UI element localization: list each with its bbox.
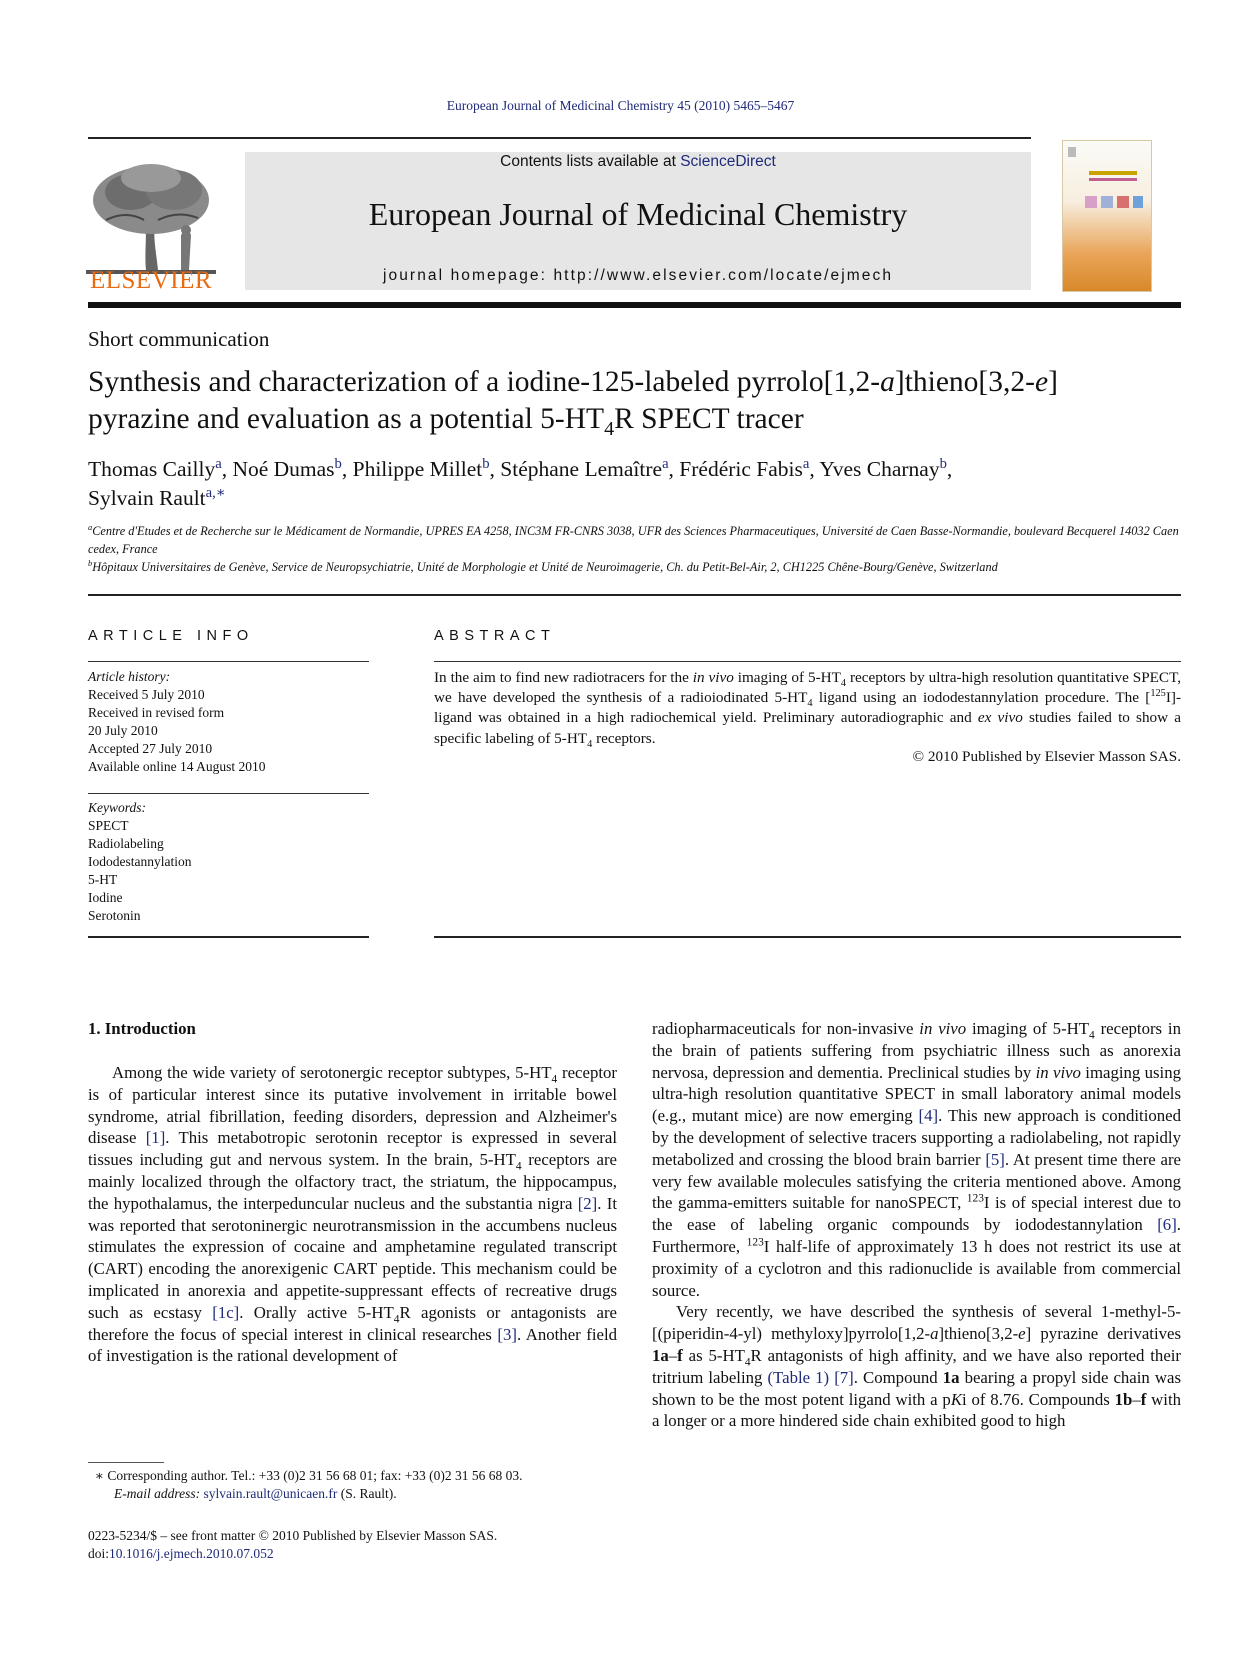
title-italic-a: a xyxy=(880,366,895,398)
citation-link[interactable]: [2] xyxy=(577,1193,598,1213)
text-run: i of 8.76. Compounds xyxy=(962,1389,1115,1409)
citation-link[interactable]: [1] xyxy=(145,1128,166,1148)
text-run: R antagonists of high affinity, and we have also reported their tritrium labeling xyxy=(652,1345,1182,1387)
author: Sylvain Rault xyxy=(88,486,206,510)
paragraph xyxy=(88,1062,617,1367)
affiliation-text: Centre d'Etudes et de Recherche sur le Médicament de Normandie, UPRES EA 4258, INC3M FR-CNRS 3038, UFR des Sciences Pharmaceutiques, Université de Caen Basse-Normandie, boulevard Becquerel 14032 Caen cedex, France xyxy=(88,524,1179,556)
footnote-mark: ∗ xyxy=(94,1468,104,1483)
journal-title: European Journal of Medicinal Chemistry xyxy=(368,196,908,232)
title-text: ] xyxy=(1048,366,1058,398)
article-history xyxy=(88,668,265,776)
divider xyxy=(434,661,1181,662)
author-affiliation-link[interactable]: a xyxy=(802,455,810,472)
elsevier-wordmark: ELSEVIER xyxy=(89,267,213,294)
author: Frédéric Fabis xyxy=(679,457,803,481)
abstract-subscript: 4 xyxy=(807,698,813,710)
abstract-text xyxy=(434,668,1181,749)
footnote-rule xyxy=(88,1462,164,1463)
abstract-heading: ABSTRACT xyxy=(434,628,556,644)
doi-link[interactable]: 10.1016/j.ejmech.2010.07.052 xyxy=(109,1546,274,1561)
journal-banner xyxy=(245,152,1031,290)
affiliation-mark: b xyxy=(88,558,93,568)
text-run: . This new approach is conditioned by the development of selective tracers supporting a radiolabeling, not rapidly metabolized and crossing the blood brain barrier xyxy=(652,1106,1181,1169)
citation-link[interactable]: [4] xyxy=(918,1106,939,1126)
title-line-2 xyxy=(88,401,1188,438)
text-run: . Another field of investigation is the rational development of xyxy=(88,1324,618,1366)
text-run: . Orally active 5-HT xyxy=(239,1302,394,1322)
citation-link[interactable]: [1c] xyxy=(212,1302,240,1322)
italic-run: in vivo xyxy=(919,1019,967,1038)
keyword: Radiolabeling xyxy=(88,836,164,851)
affiliation-b xyxy=(88,558,1183,576)
title-italic-e: e xyxy=(1034,366,1049,398)
journal-homepage-link[interactable]: journal homepage: http://www.elsevier.com/locate/ejmech xyxy=(382,267,894,284)
header-thick-rule xyxy=(88,302,1181,308)
history-item: Accepted 27 July 2010 xyxy=(88,741,213,756)
keywords xyxy=(88,799,191,925)
keyword: Iodine xyxy=(88,890,123,905)
text-run: with a longer or a more hindered side chain exhibited good to high xyxy=(652,1389,1181,1431)
article-type: Short communication xyxy=(88,327,270,351)
text-run: ] pyrazine derivatives xyxy=(1025,1324,1181,1344)
paper-title xyxy=(88,364,1188,438)
text-run: imaging of 5-HT xyxy=(966,1019,1090,1038)
abstract-run: ligand using an iododestannylation procedure. The [ xyxy=(812,689,1151,707)
email-label: E-mail address: xyxy=(114,1486,204,1501)
author-affiliation-link[interactable]: a,∗ xyxy=(205,484,226,501)
header-rule xyxy=(88,137,1031,139)
author: Yves Charnay xyxy=(819,457,940,481)
abstract-run: receptors by ultra-high resolution quantitative SPECT, we have developed the synthesis of a radioiodinated 5-HT xyxy=(434,669,1182,707)
text-run: receptor is of particular interest since its putative involvement in irritable bowel syndrome, atrial fibrillation, feeding disorders, depression and Alzheimer's disease xyxy=(88,1063,617,1148)
author-affiliation-link[interactable]: b xyxy=(334,455,342,472)
abstract-run: studies failed to show a specific labeling of 5-HT xyxy=(434,709,1181,747)
compound-label: 1a xyxy=(652,1345,669,1365)
title-text: Synthesis and characterization of a iodine-125-labeled pyrrolo[1,2- xyxy=(88,366,881,398)
superscript: 123 xyxy=(966,1192,984,1205)
text-run: . At present time there are very few available molecules satisfying the criteria mentioned above. Among the gamma-emitters suitable for nanoSPECT, xyxy=(652,1149,1181,1213)
text-run: . Compound xyxy=(853,1367,943,1387)
keyword: Iododestannylation xyxy=(88,854,192,869)
cover-graphic xyxy=(1063,141,1151,291)
issn-line: 0223-5234/$ – see front matter © 2010 Published by Elsevier Masson SAS. xyxy=(88,1528,498,1543)
history-item: Received 5 July 2010 xyxy=(88,687,205,702)
section-heading-introduction: 1. Introduction xyxy=(88,1019,196,1038)
history-item: Available online 14 August 2010 xyxy=(88,759,266,774)
article-info-heading: ARTICLE INFO xyxy=(88,628,254,644)
divider xyxy=(88,594,1181,596)
title-line-1 xyxy=(88,364,1188,401)
title-text: pyrazine and evaluation as a potential 5-HT xyxy=(88,403,605,435)
contents-line xyxy=(245,153,1031,171)
compound-label: f xyxy=(677,1345,683,1365)
divider xyxy=(434,936,1181,938)
history-item: Received in revised form xyxy=(88,705,225,720)
author-affiliation-link[interactable]: b xyxy=(939,455,947,472)
abstract-subscript: 4 xyxy=(840,678,847,690)
author-list: Thomas Cailly$^a$, Noé Dumas$^b$, Philippe Millet$^b$, Stéphane Lemaître$^a$, Frédéric Fabis$^a$, Yves Charnay$^b$, Sylvain Rault$^{a,∗}$ xyxy=(88,455,953,510)
text-run: – xyxy=(668,1345,678,1365)
footnote-text: Corresponding author. Tel.: +33 (0)2 31 56 68 01; fax: +33 (0)2 31 56 68 03. xyxy=(103,1468,523,1483)
text-run: ]thieno[3,2- xyxy=(938,1324,1019,1344)
divider xyxy=(88,661,369,662)
title-text: ]thieno[3,2- xyxy=(894,366,1035,398)
text-run: . It was reported that serotoninergic neurotransmission in the accumbens nucleus stimulates the expression of cocaine and amphetamine regulated transcript (CART) encoding the anorexigenic CART peptide. This mechanism could be implicated in anorexia and appetite-suppressant effects of recreative drugs such as ecstasy xyxy=(88,1193,617,1322)
text-run: R agonists or antagonists are therefore the focus of special interest in clinical researches xyxy=(88,1302,618,1344)
front-matter xyxy=(88,1527,497,1563)
author: Philippe Millet xyxy=(352,457,483,481)
abstract-run: receptors. xyxy=(592,729,656,747)
citation-link[interactable]: [6] xyxy=(1157,1215,1177,1235)
author: Stéphane Lemaître xyxy=(500,457,663,481)
subscript: 4 xyxy=(551,1073,558,1086)
text-run: . This metabotropic serotonin receptor is expressed in several tissues including gut and nervous system. In the brain, 5-HT xyxy=(88,1128,617,1170)
contents-prefix: Contents lists available at xyxy=(500,153,681,170)
body-column-right xyxy=(652,1018,1181,1432)
paragraph xyxy=(652,1301,1181,1432)
italic-run: e xyxy=(1018,1324,1026,1344)
italic-run: K xyxy=(950,1389,963,1409)
footnote-email-line xyxy=(88,1485,523,1503)
citation-link[interactable]: [3] xyxy=(497,1324,517,1344)
abstract-copyright: © 2010 Published by Elsevier Masson SAS. xyxy=(912,748,1181,765)
keyword: Serotonin xyxy=(88,908,141,923)
sciencedirect-link[interactable]: ScienceDirect xyxy=(680,153,776,170)
affiliations xyxy=(88,522,1183,576)
abstract-subscript: 4 xyxy=(587,738,593,750)
footnote-line xyxy=(88,1467,523,1485)
abstract-superscript: 125 xyxy=(1150,688,1166,700)
text-run: receptors in the brain of patients suffering from psychiatric illness such as anorexia nervosa, depression and dementia. Preclinical studies by xyxy=(652,1019,1181,1082)
superscript: 123 xyxy=(746,1236,764,1249)
history-label: Article history: xyxy=(88,669,171,684)
text-run: bearing a propyl side chain was shown to be the most potent ligand with a p xyxy=(652,1367,1181,1409)
author-affiliation-link[interactable]: b xyxy=(482,455,490,472)
author-affiliation-link[interactable]: a xyxy=(215,455,222,472)
citation-link[interactable]: [5] xyxy=(985,1149,1005,1169)
paragraph xyxy=(652,1018,1181,1301)
compound-label: f xyxy=(1140,1389,1147,1409)
text-run: – xyxy=(1132,1389,1141,1409)
keyword: 5-HT xyxy=(88,872,118,887)
footnote-text: (S. Rault). xyxy=(337,1486,397,1501)
abstract-run: I]-ligand was obtained in a high radiochemical yield. Preliminary autoradiographic and xyxy=(434,689,1182,727)
divider xyxy=(88,793,369,794)
author: Thomas Cailly xyxy=(88,457,216,481)
divider xyxy=(88,936,369,938)
italic-run: in vivo xyxy=(1035,1062,1081,1082)
corresponding-author-footnote xyxy=(88,1467,523,1503)
text-run: I half-life of approximately 13 h does not restrict its use at proximity of a cyclotron and this radionuclide is available from commercial source. xyxy=(652,1236,1182,1300)
keywords-label: Keywords: xyxy=(88,800,146,815)
subscript: 4 xyxy=(744,1356,751,1369)
text-run: I is of special interest due to the ease of labeling organic compounds by iododestannylation xyxy=(652,1193,1181,1235)
affiliation-a xyxy=(88,522,1183,558)
text-run: as 5-HT xyxy=(682,1345,745,1365)
title-text: R SPECT tracer xyxy=(614,403,804,435)
abstract-italic: ex vivo xyxy=(977,709,1023,727)
body-column-left xyxy=(88,1062,617,1367)
subscript: 4 xyxy=(393,1313,400,1326)
abstract-run: In the aim to find new radiotracers for the xyxy=(434,669,693,686)
compound-label: 1a xyxy=(942,1367,960,1387)
journal-citation[interactable]: European Journal of Medicinal Chemistry 45 (2010) 5465–5467 xyxy=(446,98,795,113)
text-run: Among the wide variety of serotonergic receptor subtypes, 5-HT xyxy=(112,1063,552,1082)
author: Noé Dumas xyxy=(232,457,335,481)
doi-line xyxy=(88,1545,497,1563)
subscript: 4 xyxy=(1089,1029,1095,1042)
abstract-run: imaging of 5-HT xyxy=(733,669,841,686)
affiliation-mark: a xyxy=(88,522,93,532)
italic-run: a xyxy=(930,1324,939,1344)
compound-label: 1b xyxy=(1114,1389,1133,1409)
text-run: Very recently, we have described the synthesis of several 1-methyl-5-[(piperidin-4-yl) methyloxy]pyrrolo[1,2- xyxy=(652,1302,1181,1344)
title-subscript: 4 xyxy=(604,417,615,440)
history-item: 20 July 2010 xyxy=(88,723,158,738)
abstract-italic: in vivo xyxy=(692,669,734,686)
subscript: 4 xyxy=(515,1160,522,1173)
text-run: . Furthermore, xyxy=(652,1215,1181,1256)
text-run: imaging using ultra-high resolution quantitative SPECT in small laboratory animal models (e.g., mutant mice) are now emerging xyxy=(652,1062,1181,1126)
email-link[interactable]: sylvain.rault@unicaen.fr xyxy=(203,1486,338,1501)
table-citation-link[interactable]: (Table 1) [7] xyxy=(767,1367,854,1387)
text-run: receptors are mainly localized through the olfactory tract, the striatum, the hippocampus, the hypothalamus, the interpeduncular nucleus and the substantia nigra xyxy=(88,1150,617,1213)
text-run: radiopharmaceuticals for non-invasive xyxy=(652,1019,920,1038)
author-affiliation-link[interactable]: a xyxy=(662,455,669,472)
journal-cover-thumbnail[interactable] xyxy=(1062,140,1152,292)
affiliation-text: Hôpitaux Universitaires de Genève, Service de Neuropsychiatrie, Unité de Morphologie et Unité de Neuroimagerie, Ch. du Petit-Bel-Air, 2, CH1225 Chêne-Bourg/Genève, Switzerland xyxy=(92,560,998,574)
keyword: SPECT xyxy=(88,818,129,833)
doi-label: doi: xyxy=(88,1546,110,1561)
